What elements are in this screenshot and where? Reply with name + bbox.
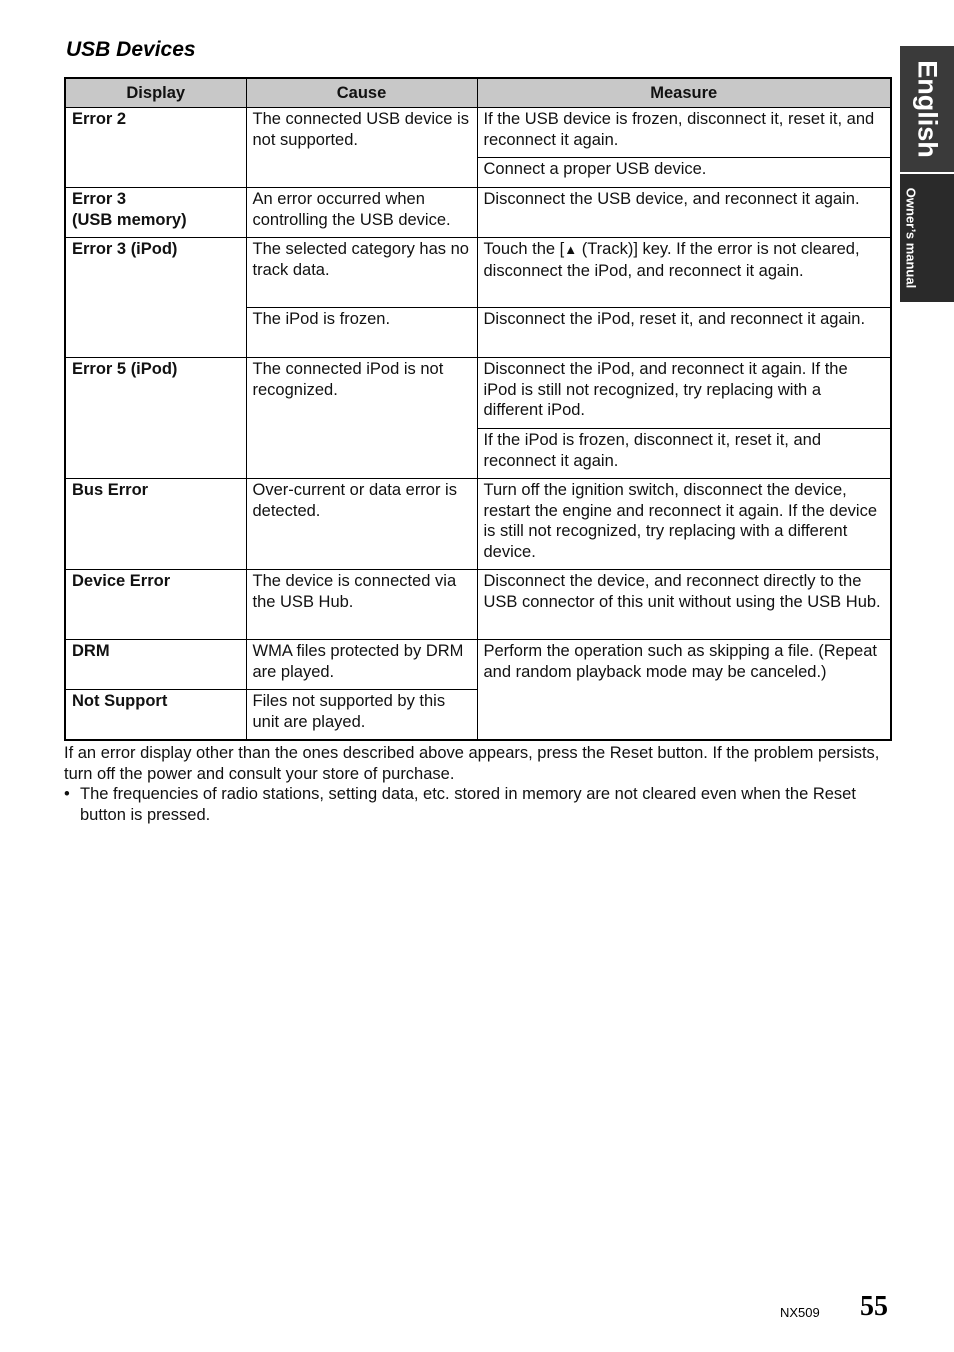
table-row — [65, 108, 891, 158]
cause-cell: The selected category has no track data. — [246, 238, 477, 308]
header-cause: Cause — [246, 78, 477, 108]
note-bullet — [64, 784, 894, 825]
measure-cell — [477, 238, 891, 308]
language-label: English — [912, 60, 943, 158]
error-table — [64, 77, 892, 741]
measure-cell: Disconnect the iPod, reset it, and reconnect it again. — [477, 308, 891, 358]
cause-cell: Over-current or data error is detected. — [246, 479, 477, 570]
cause-cell: An error occurred when controlling the USB device. — [246, 188, 477, 238]
table-header-row — [65, 78, 891, 108]
measure-cell: Disconnect the device, and reconnect directly to the USB connector of this unit without using the USB Hub. — [477, 570, 891, 640]
measure-cell: If the USB device is frozen, disconnect it, reset it, and reconnect it again. — [477, 108, 891, 158]
display-cell: Error 2 — [65, 108, 246, 188]
display-cell: Error 3 (iPod) — [65, 238, 246, 358]
page-number: 55 — [860, 1291, 888, 1322]
display-cell — [65, 188, 246, 238]
display-cell: Bus Error — [65, 479, 246, 570]
measure-text: (Track)] key. If the error is not cleared, disconnect the iPod, and reconnect it again. — [483, 240, 860, 280]
cause-cell: WMA files protected by DRM are played. — [246, 640, 477, 690]
measure-text: Touch the [ — [483, 240, 565, 258]
header-display: Display — [65, 78, 246, 108]
cause-cell: The connected USB device is not supported. — [246, 108, 477, 188]
display-line: Error 3 — [72, 190, 127, 208]
table-row — [65, 188, 891, 238]
measure-cell: If the iPod is frozen, disconnect it, reset it, and reconnect it again. — [477, 429, 891, 479]
cause-cell: The device is connected via the USB Hub. — [246, 570, 477, 640]
display-cell: Device Error — [65, 570, 246, 640]
note-bullet-text: The frequencies of radio stations, setting data, etc. stored in memory are not cleared even when the Reset button is pressed. — [80, 785, 856, 824]
measure-cell: Disconnect the USB device, and reconnect it again. — [477, 188, 891, 238]
language-sidebar-tab — [900, 46, 954, 302]
cause-cell: Files not supported by this unit are played. — [246, 690, 477, 740]
language-block — [900, 46, 954, 174]
note-paragraph: If an error display other than the ones described above appears, press the Reset button. If the problem persists, turn off the power and consult your store of purchase. — [64, 744, 880, 783]
notes — [64, 743, 894, 825]
cause-cell: The iPod is frozen. — [246, 308, 477, 358]
measure-cell: Turn off the ignition switch, disconnect the device, restart the engine and reconnect it again. If the device is still not recognized, try replacing with a different device. — [477, 479, 891, 570]
table-row — [65, 238, 891, 308]
header-measure: Measure — [477, 78, 891, 108]
track-up-icon: ▲ — [564, 242, 578, 257]
section-title: USB Devices — [66, 38, 196, 61]
display-cell: Error 5 (iPod) — [65, 358, 246, 479]
model-number: NX509 — [780, 1305, 820, 1320]
table-row — [65, 479, 891, 570]
cause-cell: The connected iPod is not recognized. — [246, 358, 477, 479]
display-cell: DRM — [65, 640, 246, 690]
table-row — [65, 570, 891, 640]
display-line: (USB memory) — [72, 210, 187, 229]
table-row — [65, 358, 891, 429]
bullet-icon: • — [64, 785, 70, 803]
measure-cell: Perform the operation such as skipping a file. (Repeat and random playback mode may be canceled.) — [477, 640, 891, 740]
manual-label: Owner’s manual — [903, 187, 919, 289]
measure-cell: Connect a proper USB device. — [477, 158, 891, 188]
table-row — [65, 640, 891, 690]
measure-cell: Disconnect the iPod, and reconnect it again. If the iPod is still not recognized, try replacing with a different iPod. — [477, 358, 891, 429]
display-cell: Not Support — [65, 690, 246, 740]
